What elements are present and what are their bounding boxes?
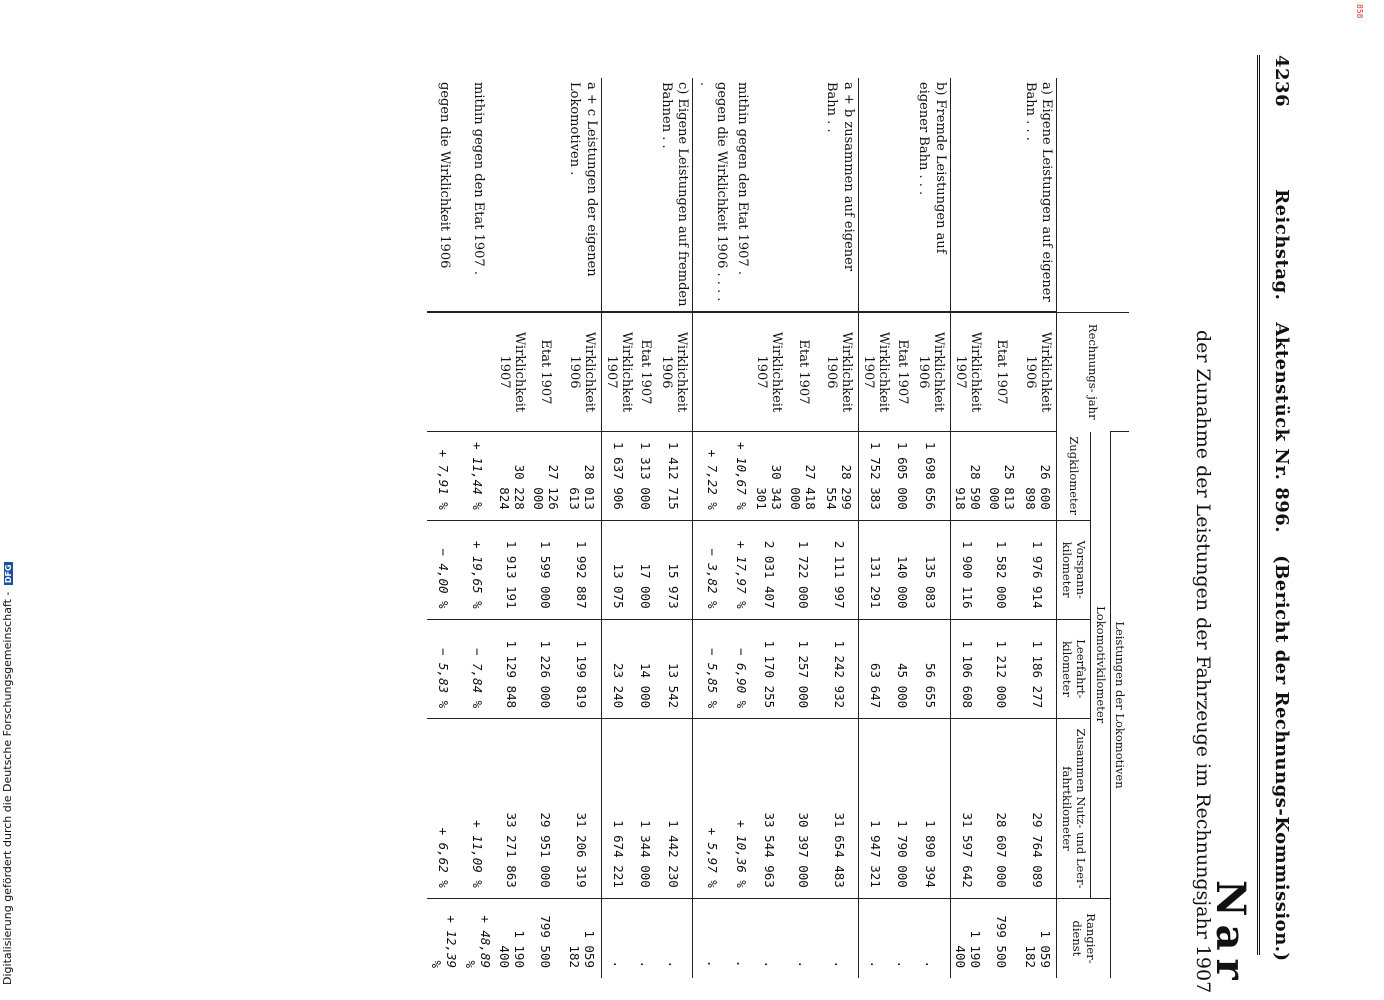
cell-zug: 27 418 000	[786, 432, 820, 521]
cell-vor: 1 599 000	[529, 520, 563, 619]
cell-leer: − 7,84 %	[461, 619, 495, 719]
cell-zus: + 10,36 %	[731, 719, 752, 899]
cell-vor: 2 111 997	[820, 520, 858, 619]
cell-vor: 15 973	[655, 520, 693, 619]
row-year: Etat 1907	[529, 312, 563, 432]
cell-zus: 1 442 230	[655, 719, 693, 899]
cell-rang: 1 190 400	[495, 898, 529, 978]
cell-vor: − 3,82 %	[693, 520, 731, 619]
cell-zus: 31 654 483	[820, 719, 858, 899]
header-rule	[1257, 55, 1260, 955]
cell-vor: 2 031 407	[752, 520, 786, 619]
row-description	[893, 78, 912, 312]
cell-rang: 799 500	[985, 898, 1019, 978]
cell-rang: .	[636, 898, 655, 978]
cell-zus: 33 544 963	[752, 719, 786, 899]
cell-rang: 1 059 182	[563, 898, 601, 978]
cell-rang: .	[858, 898, 893, 978]
cell-leer: 1 257 000	[786, 619, 820, 719]
row-description	[950, 78, 985, 312]
cell-vor: 1 900 116	[950, 520, 985, 619]
table-row	[563, 78, 601, 978]
cell-rang: .	[786, 898, 820, 978]
document-number: Aktenstück Nr. 896.	[1271, 322, 1292, 534]
corner-id: 858	[1355, 4, 1364, 19]
table-row	[693, 78, 731, 978]
row-year	[427, 312, 461, 432]
cell-rang: .	[693, 898, 731, 978]
cell-rang: 1 059 182	[1019, 898, 1057, 978]
row-description: b) Fremde Leistungen auf eigener Bahn . . .	[915, 82, 948, 254]
table-row	[752, 78, 786, 978]
row-year: Wirklichkeit 1907	[858, 312, 893, 432]
cell-leer: 1 186 277	[1019, 619, 1057, 719]
cell-zug: 1 637 906	[601, 432, 636, 521]
zugkilometer-header: Zugkilometer	[1057, 432, 1091, 521]
cell-zus: + 11,09 %	[461, 719, 495, 899]
row-year: Wirklichkeit 1906	[1019, 312, 1057, 432]
dfg-credit-text: Digitalisierung gefördert durch die Deutsche Forschungsgemeinschaft -	[1, 591, 14, 985]
row-year: Wirklichkeit 1906	[820, 312, 858, 432]
cell-rang: .	[752, 898, 786, 978]
dfg-logo: DFG	[4, 564, 13, 584]
table-row	[893, 78, 912, 978]
cell-zug: 30 343 301	[752, 432, 786, 521]
page-number: 4236	[1271, 55, 1292, 108]
cell-leer: 1 106 608	[950, 619, 985, 719]
table-row	[427, 78, 461, 978]
cell-zug: 30 228 824	[495, 432, 529, 521]
row-description: c) Eigene Leistungen auf fremden Bahnen . .	[658, 82, 691, 307]
row-description: a + b zusammen auf eigener Bahn . .	[824, 82, 856, 272]
cell-leer: 45 000	[893, 619, 912, 719]
cell-zus: 1 947 321	[858, 719, 893, 899]
leerfahrt-header: Leerfahrt- kilometer	[1057, 619, 1091, 719]
row-year: Etat 1907	[786, 312, 820, 432]
cell-zus: 1 890 394	[912, 719, 950, 899]
rechnungsjahr-header: Rechnungs- jahr	[1057, 312, 1129, 432]
row-description	[858, 78, 893, 312]
table-body	[427, 78, 1057, 978]
cell-zus: 31 597 642	[950, 719, 985, 899]
cell-vor: 1 976 914	[1019, 520, 1057, 619]
report-title: (Bericht der Rechnungs-Kommission.)	[1271, 555, 1292, 962]
table-row	[601, 78, 636, 978]
lokomotivkilometer-header: Lokomotivkilometer	[1091, 432, 1110, 899]
row-description	[601, 78, 636, 312]
cell-zug: + 7,22 %	[693, 432, 731, 521]
table-row	[985, 78, 1019, 978]
description-header	[1057, 78, 1129, 312]
cell-zus: 31 206 319	[563, 719, 601, 899]
row-description: a + c Leistungen der eigenen Lokomotiven .	[566, 82, 599, 277]
cell-leer: 1 242 932	[820, 619, 858, 719]
cell-vor: − 4,00 %	[427, 520, 461, 619]
cell-zus: 28 607 000	[985, 719, 1019, 899]
table-row	[820, 78, 858, 978]
locomotive-performance-table	[427, 78, 1129, 978]
cell-rang: .	[820, 898, 858, 978]
cell-rang: 1 190 400	[950, 898, 985, 978]
cell-zug: 1 313 000	[636, 432, 655, 521]
row-year: Etat 1907	[985, 312, 1019, 432]
leistungen-header: Leistungen der Lokomotiven	[1110, 432, 1129, 979]
cell-leer: − 5,83 %	[427, 619, 461, 719]
table-row	[858, 78, 893, 978]
table-row	[1019, 78, 1057, 978]
row-description: mithin gegen den Etat 1907 .	[471, 82, 487, 275]
cell-vor: 1 722 000	[786, 520, 820, 619]
cell-leer: 23 240	[601, 619, 636, 719]
cell-vor: 140 000	[893, 520, 912, 619]
cell-zus: 1 674 221	[601, 719, 636, 899]
row-description	[752, 78, 786, 312]
row-year: Etat 1907	[893, 312, 912, 432]
table-row	[950, 78, 985, 978]
row-year: Wirklichkeit 1906	[563, 312, 601, 432]
row-year	[693, 312, 731, 432]
row-description	[529, 78, 563, 312]
row-year	[461, 312, 495, 432]
row-description	[495, 78, 529, 312]
cell-zug: + 11,44 %	[461, 432, 495, 521]
chamber-name: Reichstag.	[1271, 189, 1292, 301]
row-description: gegen die Wirklichkeit 1906	[437, 82, 453, 269]
cell-rang: 799 500	[529, 898, 563, 978]
cell-zus: 33 271 863	[495, 719, 529, 899]
cell-zug: 28 013 613	[563, 432, 601, 521]
cell-vor: + 17,97 %	[731, 520, 752, 619]
cell-leer: 13 542	[655, 619, 693, 719]
row-description	[786, 78, 820, 312]
cell-zug: + 10,67 %	[731, 432, 752, 521]
cell-zug: 28 590 918	[950, 432, 985, 521]
cell-zus: + 5,97 %	[693, 719, 731, 899]
cell-zus: 1 344 000	[636, 719, 655, 899]
header-row-group	[1110, 78, 1129, 978]
cell-zus: 29 764 089	[1019, 719, 1057, 899]
vorspann-header: Vorspann- kilometer	[1057, 520, 1091, 619]
row-year: Etat 1907	[636, 312, 655, 432]
cell-leer: − 5,85 %	[693, 619, 731, 719]
cell-vor: 1 992 887	[563, 520, 601, 619]
cell-zus: 29 951 000	[529, 719, 563, 899]
cell-vor: 17 000	[636, 520, 655, 619]
cell-rang: .	[655, 898, 693, 978]
cell-zug: + 7,91 %	[427, 432, 461, 521]
cell-leer: 56 655	[912, 619, 950, 719]
row-description: mithin gegen den Etat 1907 .	[735, 82, 751, 275]
cell-zug: 28 299 554	[820, 432, 858, 521]
row-description: gegen die Wirklichkeit 1906 . . . . .	[693, 78, 731, 312]
cell-leer: 1 212 000	[985, 619, 1019, 719]
row-year: Wirklichkeit 1906	[912, 312, 950, 432]
cell-vor: 13 075	[601, 520, 636, 619]
table-row	[495, 78, 529, 978]
cell-zus: 30 397 000	[786, 719, 820, 899]
row-description: a) Eigene Leistungen auf eigener Bahn . . .	[1022, 82, 1055, 302]
cell-zug: 27 126 000	[529, 432, 563, 521]
table-row	[786, 78, 820, 978]
row-year: Wirklichkeit 1907	[950, 312, 985, 432]
table-row	[529, 78, 563, 978]
cell-rang: + 48,89 %	[461, 898, 495, 978]
cell-rang: .	[912, 898, 950, 978]
rangierdienst-header: Rangier- dienst	[1057, 898, 1110, 978]
table-big-title: Nar	[1207, 880, 1254, 988]
cell-zug: 1 752 383	[858, 432, 893, 521]
table-row	[461, 78, 495, 978]
cell-leer: 14 000	[636, 619, 655, 719]
cell-leer: 1 199 819	[563, 619, 601, 719]
cell-vor: 1 913 191	[495, 520, 529, 619]
cell-vor: 135 083	[912, 520, 950, 619]
cell-rang: .	[601, 898, 636, 978]
cell-zug: 1 605 000	[893, 432, 912, 521]
table-row	[912, 78, 950, 978]
cell-leer: 63 647	[858, 619, 893, 719]
cell-leer: − 6,90 %	[731, 619, 752, 719]
row-year: Wirklichkeit 1907	[752, 312, 786, 432]
cell-leer: 1 226 000	[529, 619, 563, 719]
cell-leer: 1 129 848	[495, 619, 529, 719]
zusammen-header: Zusammen Nutz- und Leer- fahrtkilometer	[1057, 719, 1091, 899]
table-row	[731, 78, 752, 978]
cell-zug: 26 600 898	[1019, 432, 1057, 521]
row-year: Wirklichkeit 1906	[655, 312, 693, 432]
row-description	[985, 78, 1019, 312]
table-row	[636, 78, 655, 978]
cell-rang: .	[893, 898, 912, 978]
row-year: Wirklichkeit 1907	[495, 312, 529, 432]
cell-zug: 25 813 000	[985, 432, 1019, 521]
table-row	[655, 78, 693, 978]
row-year	[731, 312, 752, 432]
cell-zus: + 6,62 %	[427, 719, 461, 899]
cell-rang: .	[731, 898, 752, 978]
cell-zug: 1 412 715	[655, 432, 693, 521]
table-subtitle: der Zunahme der Leistungen der Fahrzeuge im Rechnungsjahr 1907	[1192, 330, 1214, 994]
cell-zug: 1 698 656	[912, 432, 950, 521]
row-description	[636, 78, 655, 312]
cell-zus: 1 790 000	[893, 719, 912, 899]
cell-vor: 1 582 000	[985, 520, 1019, 619]
running-header	[1271, 55, 1292, 962]
cell-vor: + 19,65 %	[461, 520, 495, 619]
credit-sidebar	[0, 0, 18, 1000]
row-year: Wirklichkeit 1907	[601, 312, 636, 432]
cell-vor: 131 291	[858, 520, 893, 619]
cell-rang: + 12,39 %	[427, 898, 461, 978]
cell-leer: 1 170 255	[752, 619, 786, 719]
